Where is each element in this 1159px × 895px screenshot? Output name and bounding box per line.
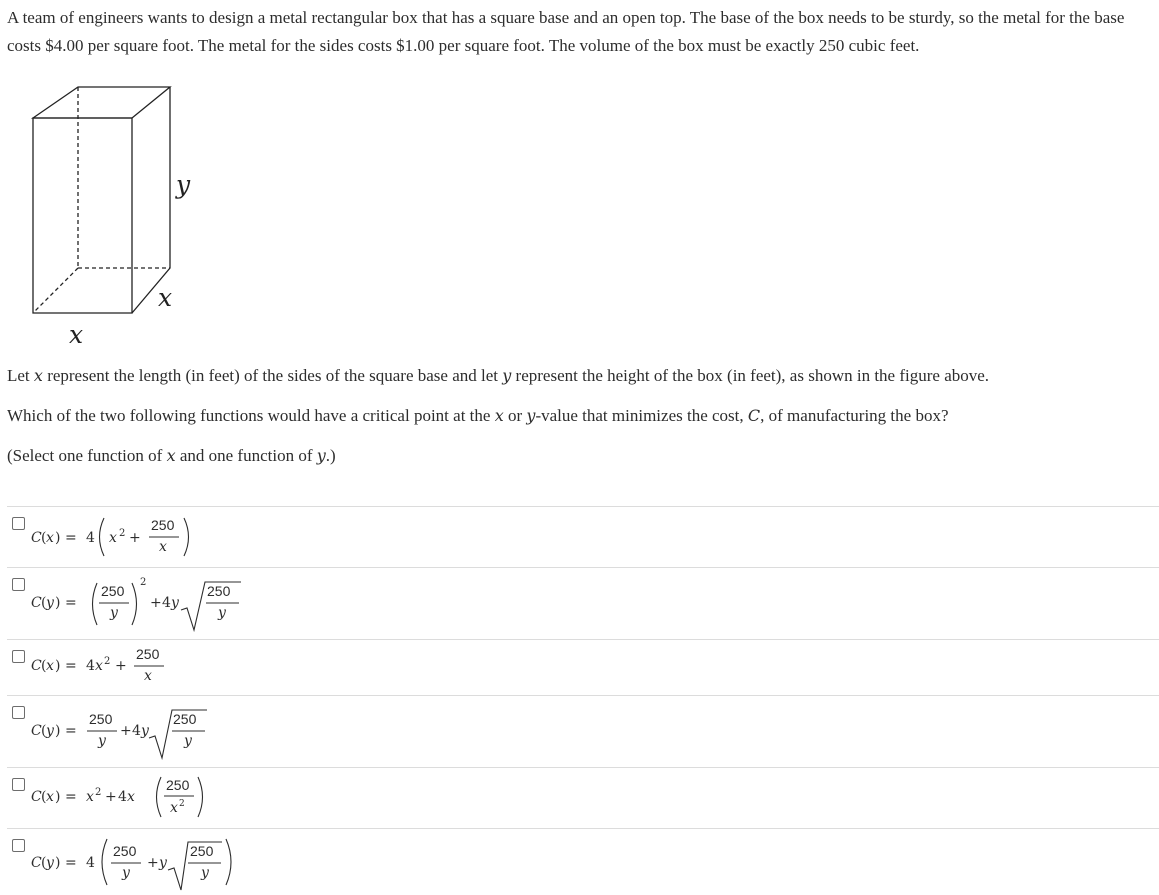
formula-token: C — [31, 658, 42, 674]
formula-token: 250 — [190, 843, 214, 859]
label-base-x: x — [69, 320, 84, 349]
text: (Select one function of — [7, 446, 167, 465]
formula-token: 250 — [166, 777, 190, 793]
paren-right — [132, 583, 137, 625]
formula-token: 250 — [173, 711, 197, 727]
instruction-paragraph — [7, 444, 336, 468]
formula — [7, 640, 267, 695]
formula-token: C — [31, 595, 42, 611]
right-face-edges — [132, 87, 173, 313]
formula-token: x — [46, 789, 54, 805]
formula-token: x — [109, 530, 117, 546]
answer-option-5[interactable] — [7, 767, 1159, 828]
formula-token: 2 — [119, 528, 126, 539]
formula-token: 4 — [86, 855, 95, 871]
formula — [7, 768, 267, 828]
formula-token: = — [65, 530, 77, 546]
formula-token: = — [65, 723, 77, 739]
formula-token: 2 — [95, 787, 102, 798]
formula-token: = — [65, 658, 77, 674]
formula-token: x — [144, 668, 152, 684]
definition-paragraph — [7, 364, 989, 388]
text: and one function of — [175, 446, 317, 465]
formula-token: 4 — [118, 789, 127, 805]
formula-token: y — [98, 733, 106, 749]
text: , of manufacturing the box? — [760, 406, 949, 425]
formula-token: x — [86, 789, 94, 805]
formula-token: C — [31, 530, 42, 546]
formula-token: 250 — [113, 843, 137, 859]
formula-token: ) — [55, 658, 61, 674]
formula-token: ( — [41, 855, 47, 871]
formula-token: 2 — [104, 656, 111, 667]
formula-token: 250 — [89, 711, 113, 727]
answer-option-1[interactable] — [7, 506, 1159, 567]
formula-token: 250 — [101, 583, 125, 599]
formula-token: y — [46, 855, 54, 871]
text: represent the height of the box (in feet), as shown in the figure above. — [511, 366, 990, 385]
formula-token: 4 — [132, 723, 141, 739]
formula-token: x — [127, 789, 135, 805]
formula-token: 2 — [179, 799, 185, 809]
paren-right — [198, 777, 203, 817]
formula-token: + — [115, 658, 127, 674]
text: -value that minimizes the cost, — [535, 406, 748, 425]
paren-left — [93, 583, 98, 625]
text: represent the length (in feet) of the sides of the square base and let — [42, 366, 503, 385]
formula-token: 2 — [140, 577, 147, 588]
top-face — [33, 87, 170, 118]
answer-option-2[interactable] — [7, 567, 1159, 639]
formula-token: 250 — [136, 646, 160, 662]
formula-token: x — [46, 658, 54, 674]
formula-token: + — [105, 789, 117, 805]
formula-token: x — [95, 658, 103, 674]
formula — [7, 829, 267, 893]
front-face — [33, 118, 132, 313]
answer-option-3[interactable] — [7, 639, 1159, 695]
text: .) — [325, 446, 336, 465]
text: or — [503, 406, 527, 425]
formula-token: ( — [41, 530, 47, 546]
formula-token: 250 — [207, 583, 231, 599]
math-var: y — [526, 406, 536, 425]
formula-token: y — [218, 605, 226, 621]
hidden-edge-left-bottom — [33, 268, 78, 313]
formula-token: C — [31, 723, 42, 739]
answer-option-4[interactable] — [7, 695, 1159, 767]
formula-token: ) — [55, 723, 61, 739]
formula-token: y — [201, 865, 209, 881]
answer-option-6[interactable] — [7, 828, 1159, 893]
formula-token: 4 — [162, 595, 171, 611]
math-var: C — [747, 406, 761, 425]
answer-options — [7, 506, 1159, 893]
formula-token: y — [171, 595, 179, 611]
paren-left — [102, 839, 107, 885]
formula — [7, 507, 267, 567]
formula-token: + — [129, 530, 141, 546]
formula-token: ) — [55, 595, 61, 611]
formula-token: = — [65, 789, 77, 805]
formula-token: + — [147, 855, 159, 871]
formula-token: ) — [55, 789, 61, 805]
paren-right — [184, 518, 189, 556]
math-var: y — [316, 446, 326, 465]
paren-left — [157, 777, 162, 817]
formula-token: x — [46, 530, 54, 546]
formula-token: x — [170, 800, 178, 816]
text: Let — [7, 366, 34, 385]
formula-token: ( — [41, 723, 47, 739]
formula-token: + — [120, 723, 132, 739]
paren-right — [226, 839, 231, 885]
paren-left — [100, 518, 105, 556]
formula-token: = — [65, 855, 77, 871]
math-var: x — [494, 406, 504, 425]
problem-intro: A team of engineers wants to design a metal rectangular box that has a square base and an open top. The base of the box needs to be sturdy, so the metal for the base costs $4.00 per square foot. The metal for the sides costs $1.00 per square foot. The volume of the box must be exactly 250 cubic feet. — [7, 8, 1125, 55]
formula-token: ) — [55, 530, 61, 546]
box-figure — [0, 70, 240, 360]
text: Which of the two following functions would have a critical point at the — [7, 406, 495, 425]
label-height-y: y — [176, 170, 191, 199]
formula-token: C — [31, 855, 42, 871]
question-paragraph — [7, 404, 949, 428]
formula-token: y — [141, 723, 149, 739]
formula-token: 4 — [86, 530, 95, 546]
math-var: x — [33, 366, 43, 385]
formula-token: = — [65, 595, 77, 611]
formula — [7, 696, 267, 767]
formula-token: C — [31, 789, 42, 805]
formula — [7, 568, 267, 639]
formula-token: ( — [41, 658, 47, 674]
formula-token: y — [46, 595, 54, 611]
formula-token: y — [46, 723, 54, 739]
formula-token: y — [122, 865, 130, 881]
formula-token: ) — [55, 855, 61, 871]
formula-token: y — [110, 605, 118, 621]
math-var: x — [166, 446, 176, 465]
formula-token: 4 — [86, 658, 95, 674]
formula-token: y — [184, 733, 192, 749]
formula-token: ( — [41, 595, 47, 611]
label-depth-x: x — [158, 283, 173, 312]
formula-token: x — [159, 539, 167, 555]
formula-token: ( — [41, 789, 47, 805]
formula-token: + — [150, 595, 162, 611]
formula-token: 250 — [151, 517, 175, 533]
math-var: y — [502, 366, 512, 385]
formula-token: y — [159, 855, 167, 871]
